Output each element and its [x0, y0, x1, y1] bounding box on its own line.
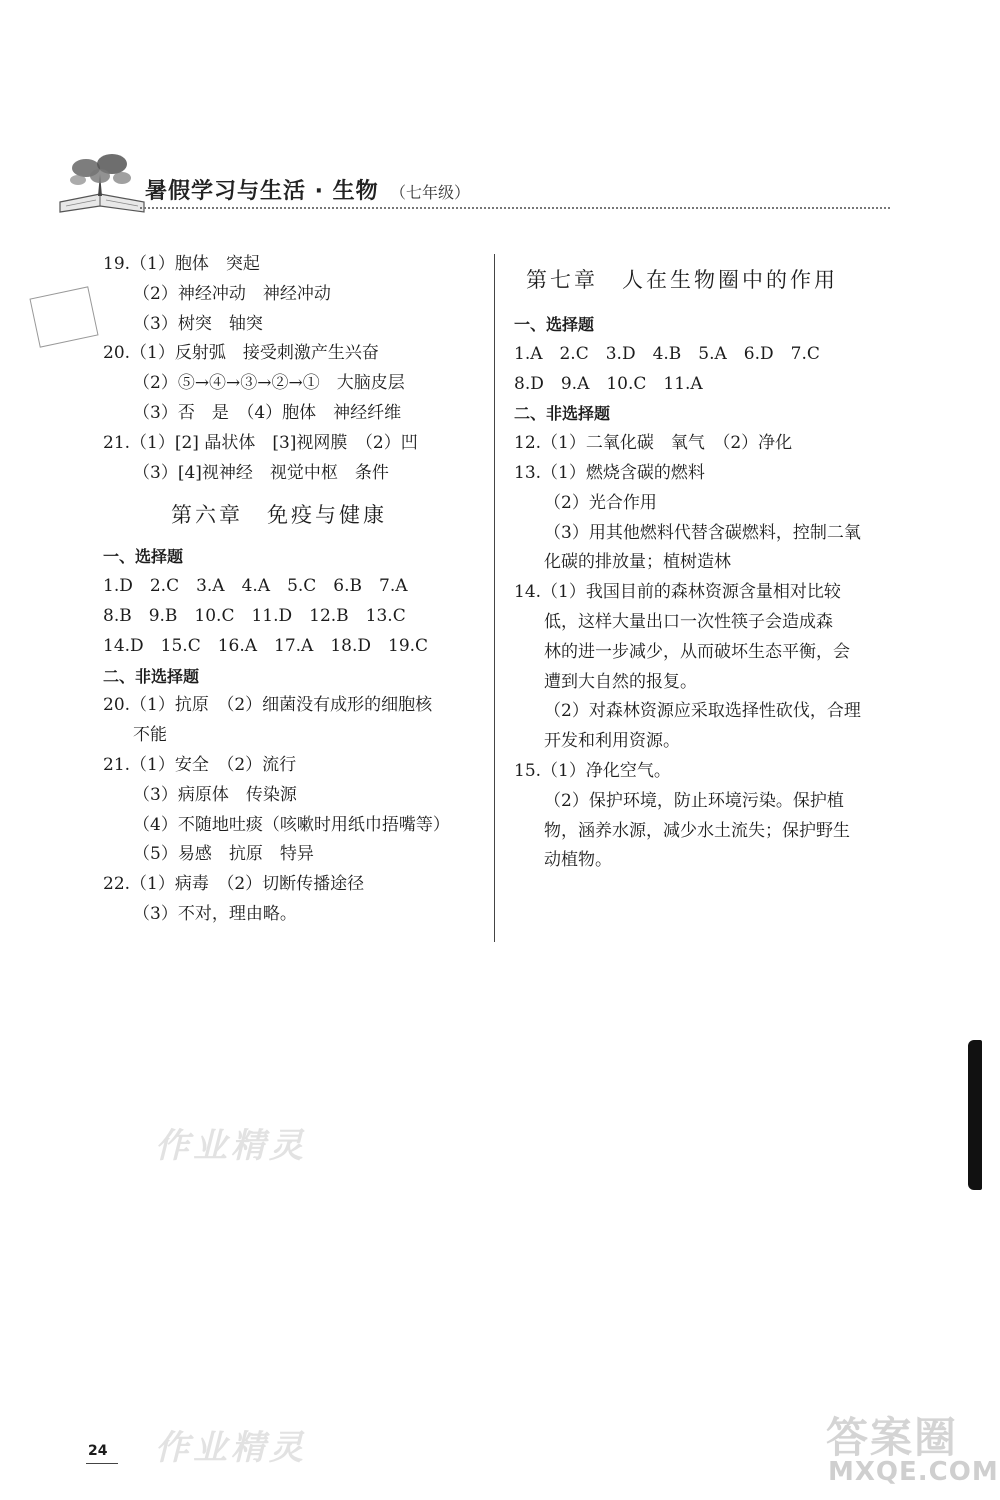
- answer-line: 12.（1）二氧化碳 氧气 （2）净化: [514, 433, 793, 454]
- header-divider: [140, 207, 890, 209]
- answer-line: （2）保护环境，防止环境污染。保护植: [544, 790, 844, 811]
- answer-line: 21.（1）[2] 晶状体 [3]视网膜 （2）凹: [103, 432, 418, 453]
- section-choice-title: 一、选择题: [514, 315, 595, 334]
- book-tree-logo-icon: [52, 150, 152, 220]
- answer-line: （3）否 是 （4）胞体 神经纤维: [133, 402, 402, 423]
- site-logo-domain: MXQE.COM: [828, 1457, 999, 1487]
- book-title: 暑假学习与生活 · 生物: [145, 179, 379, 204]
- page-number-rule: [86, 1463, 118, 1464]
- nonchoice-answers: [514, 429, 904, 876]
- answer-line: （4）不随地吐痰（咳嗽时用纸巾捂嘴等）: [133, 814, 450, 835]
- stamp-mark-icon: [29, 286, 98, 347]
- answer-line: （2）光合作用: [544, 492, 657, 513]
- chapter-6-title: 第六章 免疫与健康: [171, 503, 387, 528]
- answer-line: （2）⑤→④→③→②→① 大脑皮层: [133, 373, 405, 394]
- answer-line: （3）不对，理由略。: [133, 903, 297, 924]
- answer-line: （2）对森林资源应采取选择性砍伐，合理: [544, 701, 861, 722]
- answer-line: （3）[4]视神经 视觉中枢 条件: [133, 462, 389, 483]
- answer-line: 动植物。: [544, 850, 612, 871]
- answer-line: 13.（1）燃烧含碳的燃料: [514, 462, 705, 483]
- choice-answers: [103, 572, 483, 661]
- site-logo-text: 答案圈: [826, 1413, 959, 1462]
- answer-line: （3）树突 轴突: [133, 313, 263, 334]
- answer-line: 8.B 9.B 10.C 11.D 12.B 13.C: [103, 605, 406, 626]
- answer-line: 21.（1）安全 （2）流行: [103, 754, 297, 775]
- answer-line: （5）易感 抗原 特异: [133, 844, 314, 865]
- answer-line: 遭到大自然的报复。: [544, 671, 697, 692]
- section-nonchoice-title: 二、非选择题: [103, 666, 200, 686]
- answer-line: 化碳的排放量；植树造林: [544, 552, 731, 573]
- answer-line: 20.（1）抗原 （2）细菌没有成形的细胞核: [103, 695, 433, 716]
- answer-line: 开发和利用资源。: [544, 731, 680, 752]
- answer-line: 不能: [133, 725, 167, 746]
- page-header: [40, 150, 900, 220]
- answer-line: 22.（1）病毒 （2）切断传播途径: [103, 874, 365, 895]
- answer-line: 8.D 9.A 10.C 11.A: [514, 373, 703, 394]
- chapter-7-title: 第七章 人在生物圈中的作用: [526, 268, 838, 292]
- grade-label: （七年级）: [390, 183, 471, 202]
- page-number: 24: [88, 1443, 108, 1459]
- answer-line: 14.D 15.C 16.A 17.A 18.D 19.C: [103, 635, 429, 656]
- answer-line: 19.（1）胞体 突起: [103, 254, 260, 274]
- nonchoice-answers: [103, 691, 483, 929]
- watermark-text: 作业精灵: [155, 1428, 307, 1468]
- column-divider: [494, 254, 495, 942]
- answer-line: 15.（1）净化空气。: [514, 760, 671, 781]
- site-logo: [826, 1405, 999, 1495]
- answer-line: （3）病原体 传染源: [133, 784, 297, 805]
- answer-line: 物，涵养水源，减少水土流失；保护野生: [544, 820, 850, 841]
- answers-chapter-5-tail: [103, 250, 483, 488]
- answer-line: （2）神经冲动 神经冲动: [133, 283, 331, 304]
- answer-line: 20.（1）反射弧 接受刺激产生兴奋: [103, 343, 379, 364]
- choice-answers: [514, 340, 904, 400]
- left-column: [103, 250, 483, 930]
- section-choice-title: 一、选择题: [103, 547, 184, 567]
- answer-line: （3）用其他燃料代替含碳燃料，控制二氧: [544, 522, 861, 543]
- answer-line: 1.A 2.C 3.D 4.B 5.A 6.D 7.C: [514, 343, 820, 364]
- answer-line: 1.D 2.C 3.A 4.A 5.C 6.B 7.A: [103, 576, 408, 597]
- right-column: [514, 250, 904, 876]
- scan-edge-mark: [968, 1040, 982, 1190]
- answer-line: 14.（1）我国目前的森林资源含量相对比较: [514, 582, 841, 603]
- answer-line: 低，这样大量出口一次性筷子会造成森: [544, 611, 833, 632]
- section-nonchoice-title: 二、非选择题: [514, 404, 611, 424]
- watermark-text: 作业精灵: [155, 1126, 307, 1166]
- answer-line: 林的进一步减少，从而破坏生态平衡，会: [544, 641, 850, 662]
